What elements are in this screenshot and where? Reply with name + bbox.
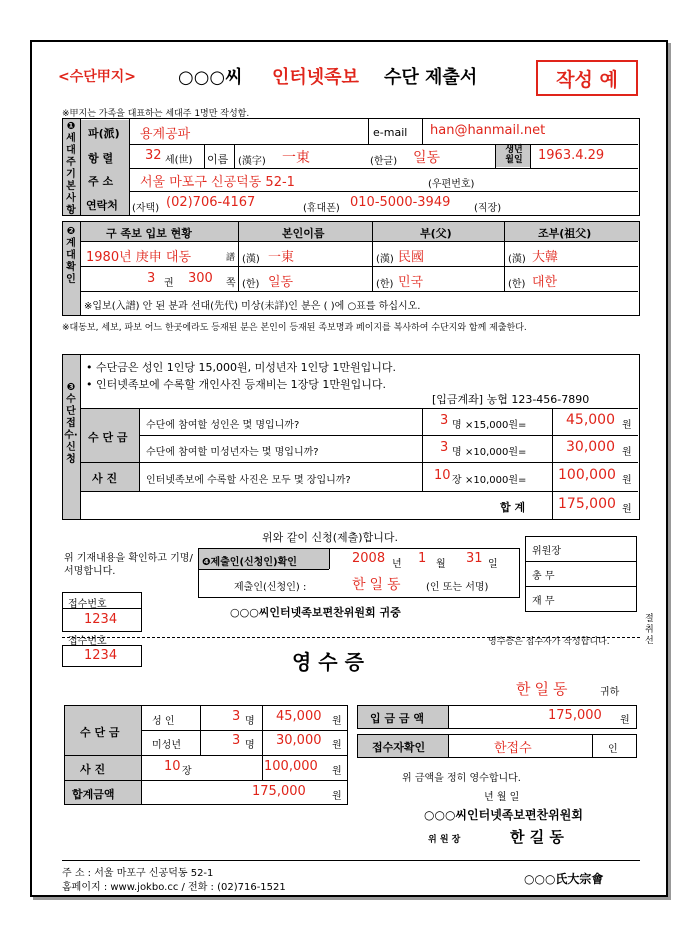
- section1-label: ❶세대주기본사항: [66, 121, 76, 216]
- receiver-label: 접수자확인: [372, 741, 426, 754]
- header-title-b: 인터넷족보: [272, 67, 359, 88]
- photo-count: 10: [434, 468, 451, 483]
- date-day-unit: 일: [488, 559, 498, 570]
- won-total: 원: [622, 504, 632, 515]
- s1-row-line-1: [80, 144, 638, 145]
- receiver-seal: 인: [608, 744, 618, 755]
- chair-name: 한 길 동: [510, 828, 564, 846]
- addr-value: 서울 마포구 신공덕동 52-1: [140, 175, 295, 190]
- submitter-label-line-h: [199, 569, 329, 570]
- s2-col-line-2: [372, 222, 373, 291]
- grand-hangul: 대한: [532, 275, 558, 290]
- rate-minor: ×10,000원=: [465, 447, 527, 458]
- father-hangul: 민국: [398, 275, 424, 290]
- s1-birth-line-2: [530, 144, 531, 168]
- s3-amount-line: [552, 408, 553, 519]
- receipt-count-line: [262, 706, 263, 780]
- won-3: 원: [622, 475, 632, 486]
- date-year: 2008: [352, 551, 386, 566]
- date-day: 31: [466, 551, 483, 566]
- receipt-no-label-2: 접수번호: [68, 636, 107, 647]
- receiver-value: 한접수: [494, 741, 532, 756]
- volume-value: 3: [147, 271, 156, 286]
- pa-value: 용계공파: [140, 127, 191, 142]
- s3-line-2: [80, 462, 638, 463]
- footer-line: [62, 860, 640, 861]
- q-minor: 수단에 참여할 미성년자는 몇 명입니까?: [146, 447, 319, 458]
- sample-stamp: 작성 예: [536, 60, 638, 96]
- s1-row-line-2: [80, 168, 638, 169]
- father-hanja: 民國: [398, 250, 425, 265]
- date-month: 1: [418, 551, 427, 566]
- r-won-3: 원: [332, 766, 342, 777]
- s2-col-line-3: [504, 222, 505, 291]
- r-adult-count: 3: [232, 709, 241, 724]
- header-title-a: ○○○씨: [178, 67, 243, 88]
- s1-email-line-2: [422, 119, 423, 144]
- birth-label: 생년월일: [505, 145, 523, 165]
- grand-han-label: (漢): [508, 254, 526, 265]
- receipt-line-c: [65, 780, 347, 781]
- section2-label: ❷계대확인: [66, 226, 76, 285]
- amount-photo: 100,000: [558, 467, 616, 483]
- hangryeol-unit: 세(世): [165, 155, 193, 166]
- s1-label-col-line: [129, 119, 130, 215]
- s1-name-line-2: [234, 144, 235, 168]
- r-won-1: 원: [332, 716, 342, 727]
- deposit-value: 175,000: [548, 708, 602, 723]
- hangul-value: 일동: [413, 150, 441, 166]
- amount-minor: 30,000: [566, 439, 615, 455]
- s1-name-line: [204, 144, 205, 168]
- submitter-confirm: ❹제출인(신청인)확인: [202, 557, 297, 568]
- cut-line: 절취선: [645, 614, 654, 646]
- receipt-committee: ○○○씨인터넷족보편찬위원회: [424, 808, 583, 822]
- email-label: e-mail: [373, 126, 408, 139]
- mobile-value: 010-5000-3949: [350, 195, 451, 210]
- mid-note: ※대동보, 세보, 파보 어느 한곳에라도 등재된 분은 본인이 등재된 족보명과 페이지를 복사하여 수단지와 함께 제출한다.: [62, 323, 527, 333]
- s3-label-col-line: [139, 408, 140, 491]
- submitter-label-line: [329, 549, 330, 569]
- s3-count-line: [422, 408, 423, 491]
- contact-label: 연락처: [86, 199, 118, 212]
- unit-person-1: 명: [452, 420, 462, 431]
- committee-line-1: [525, 561, 637, 562]
- statement: 위와 같이 신청(제출)합니다.: [262, 531, 398, 544]
- work-label: (직장): [474, 203, 502, 214]
- addr-label: 주 소: [88, 175, 114, 188]
- footer-org: ○○○氏大宗會: [524, 872, 604, 886]
- total-value: 175,000: [558, 496, 616, 512]
- q-photo: 인터넷족보에 수록할 사진은 모두 몇 장입니까?: [146, 475, 351, 486]
- r-photo-amount: 100,000: [264, 759, 318, 774]
- hangryeol-label: 항 렬: [88, 152, 114, 165]
- s2-col1: 구 족보 입보 현황: [106, 227, 192, 240]
- header-title-c: 수단 제출서: [384, 67, 478, 88]
- page-value: 300: [188, 271, 213, 286]
- date-month-unit: 월: [436, 559, 446, 570]
- r-unit-sheet: 장: [182, 766, 192, 777]
- grand-hanja: 大韓: [532, 250, 559, 265]
- hanja-value: 一東: [282, 150, 310, 166]
- deposit-won: 원: [620, 715, 630, 726]
- photo-label: 사 진: [92, 472, 118, 485]
- s2-col3: 부(父): [420, 227, 452, 240]
- payer-suffix: 귀하: [600, 687, 620, 698]
- r-total-label: 합계금액: [72, 788, 115, 801]
- total-label: 합 계: [500, 501, 526, 514]
- r-photo-count: 10: [164, 759, 181, 774]
- committee-name: ○○○씨인터넷족보편찬위원회 귀중: [230, 606, 401, 619]
- r-minor-amount: 30,000: [276, 733, 322, 748]
- s2-col4: 조부(祖父): [538, 227, 592, 240]
- self-hanja: 一東: [268, 250, 295, 265]
- self-hangul: 일동: [268, 275, 294, 290]
- r-unit-person-2: 명: [245, 740, 255, 751]
- r-photo-label: 사 진: [80, 763, 106, 776]
- s3-line-3: [80, 491, 638, 492]
- receipt-no-label: 접수번호: [68, 599, 107, 610]
- sudan-label: 수 단 금: [88, 431, 128, 444]
- account: [입금계좌] 농협 123-456-7890: [432, 393, 590, 406]
- sign-label: (인 또는 서명): [426, 582, 489, 593]
- committee-chair: 위원장: [532, 546, 561, 557]
- submitter-label: 제출인(신청인) :: [234, 582, 307, 593]
- minor-count: 3: [440, 440, 449, 455]
- s2-footnote: ※입보(入譜) 안 된 분과 선대(先代) 미상(未詳)인 분은 ( )에 ○표를 하십시오.: [84, 301, 421, 312]
- receipt-no-value-2: 1234: [84, 648, 118, 663]
- footer-homepage: 홈페이지 : www.jokbo.cc / 전화 : (02)716-1521: [62, 882, 286, 893]
- receipt-note: 영수증은 접수자가 작성합니다.: [488, 637, 610, 647]
- pu-label: 譜: [226, 253, 236, 263]
- birth-value: 1963.4.29: [538, 148, 605, 163]
- hanja-label: (漢字): [238, 156, 266, 167]
- s3-line-1: [139, 435, 638, 436]
- email-value: han@hanmail.net: [430, 123, 546, 138]
- s3-line-top: [80, 408, 638, 409]
- r-minor-count: 3: [232, 733, 241, 748]
- year-value: 1980년 庚申 대동: [86, 250, 192, 265]
- s2-line-3: [80, 291, 638, 292]
- submitter-value: 한일동: [352, 577, 405, 593]
- s2-line-1: [80, 241, 638, 242]
- grand-hangul-label: (한): [508, 279, 526, 290]
- r-unit-person-1: 명: [245, 716, 255, 727]
- deposit-label: 입 금 금 액: [370, 712, 424, 725]
- r-total-value: 175,000: [252, 784, 306, 799]
- zip-label: (우편번호): [428, 179, 475, 190]
- s1-row-line-3: [80, 191, 638, 192]
- r-minor-label: 미성년: [152, 740, 181, 751]
- s1-email-line: [368, 119, 369, 144]
- name-label: 이름: [207, 153, 229, 166]
- hangul-label: (한글): [370, 156, 398, 167]
- confirm-note: 위 기재내용을 확인하고 기명/서명합니다.: [64, 553, 193, 577]
- home-value: (02)706-4167: [166, 195, 256, 210]
- hangryeol-value: 32: [145, 148, 162, 163]
- receipt-line-b: [65, 755, 347, 756]
- section3-label: ❸수단접수·신청: [64, 382, 78, 465]
- bullet-1: • 수단금은 성인 1인당 15,000원, 미성년자 1인당 1만원입니다.: [86, 361, 396, 374]
- unit-sheet: 장: [452, 475, 462, 486]
- father-hangul-label: (한): [376, 279, 394, 290]
- date-year-unit: 년: [392, 559, 402, 570]
- deposit-line: [448, 706, 449, 728]
- s2-col2: 본인이름: [282, 227, 325, 240]
- header-prefix: <수단甲지>: [58, 69, 137, 85]
- volume-unit: 권: [164, 278, 174, 289]
- date-line: 년 월 일: [484, 792, 520, 803]
- bullet-2: • 인터넷족보에 수록할 개인사진 등재비는 1장당 1만원입니다.: [86, 378, 386, 391]
- self-han-label: (漢): [242, 254, 260, 265]
- chair-label: 위 원 장: [428, 835, 461, 845]
- confirm-text: 위 금액을 정히 영수합니다.: [402, 773, 521, 784]
- payer: 한일동: [516, 680, 572, 698]
- s2-line-2: [80, 266, 638, 267]
- receiver-seal-line: [592, 735, 593, 757]
- receipt-no-value: 1234: [84, 612, 118, 627]
- rate-photo: ×10,000원=: [465, 475, 527, 486]
- committee-gen: 총 무: [532, 571, 555, 582]
- home-label: (자택): [132, 203, 160, 214]
- rate-adult: ×15,000원=: [465, 420, 527, 431]
- s2-col-line-1: [238, 222, 239, 291]
- r-won-4: 원: [332, 791, 342, 802]
- pa-label: 파(派): [88, 127, 120, 140]
- page-unit: 쪽: [226, 278, 236, 289]
- mobile-label: (휴대폰): [303, 203, 340, 214]
- father-han-label: (漢): [376, 254, 394, 265]
- committee-fin: 재 무: [532, 596, 555, 607]
- r-adult-amount: 45,000: [276, 709, 322, 724]
- committee-line-2: [525, 586, 637, 587]
- amount-adult: 45,000: [566, 412, 615, 428]
- r-adult-label: 성 인: [152, 716, 175, 727]
- receiver-line: [448, 735, 449, 757]
- receipt-line-a: [141, 730, 347, 731]
- r-won-2: 원: [332, 740, 342, 751]
- receipt-title: 영 수 증: [292, 650, 364, 674]
- self-hangul-label: (한): [242, 279, 260, 290]
- won-1: 원: [622, 420, 632, 431]
- receipt-sub-line: [200, 706, 201, 755]
- footer-address: 주 소 : 서울 마포구 신공덕동 52-1: [62, 868, 214, 879]
- q-adult: 수단에 참여할 성인은 몇 명입니까?: [146, 420, 300, 431]
- r-sudan-label: 수 단 금: [80, 726, 120, 739]
- won-2: 원: [622, 447, 632, 458]
- adult-count: 3: [440, 413, 449, 428]
- unit-person-2: 명: [452, 447, 462, 458]
- header-note: ※甲지는 가족을 대표하는 세대주 1명만 작성함.: [62, 109, 250, 119]
